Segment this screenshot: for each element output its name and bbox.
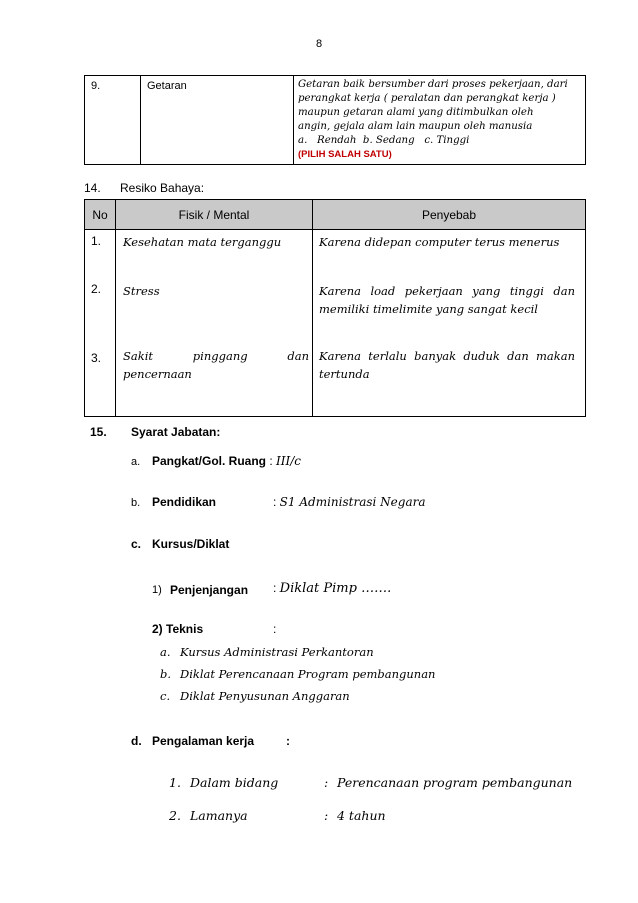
- risk-section-number: 14.: [84, 181, 101, 195]
- risk-fisik: Sakit pinggang dan pencernaan: [123, 349, 309, 381]
- risk-heading: [84, 181, 205, 195]
- req-c-sub1-sep: :: [273, 581, 280, 595]
- req-c-sub1-num: 1): [152, 584, 162, 596]
- table-row: [85, 76, 586, 165]
- req-b-letter: b.: [131, 497, 141, 509]
- hazard-line: Getaran baik bersumber dari proses pekerjaan, dari: [298, 79, 568, 90]
- req-c-letter: c.: [131, 537, 142, 551]
- risk-no: 1.: [91, 234, 102, 248]
- req-c-sub2-item: Diklat Perencanaan Program pembangunan: [180, 667, 436, 681]
- risk-penyebab-cell: [313, 230, 586, 417]
- req-c-label: Kursus/Diklat: [152, 537, 230, 551]
- req-c-sub2-item-letter: b.: [160, 667, 172, 681]
- req-c-sub2-item: Kursus Administrasi Perkantoran: [180, 645, 374, 659]
- risk-table: [84, 199, 586, 417]
- header-fisik: Fisik / Mental: [116, 200, 313, 230]
- req-c-sub2-label: 2) Teknis: [152, 622, 204, 636]
- risk-title: Resiko Bahaya:: [120, 181, 205, 195]
- req-d-sep: :: [286, 734, 290, 748]
- risk-penyebab: Karena didepan computer terus menerus: [319, 235, 560, 249]
- req-c-sub2-item-letter: a.: [160, 645, 171, 659]
- req-b-label: Pendidikan: [152, 495, 217, 509]
- hazard-options: a. Rendah b. Sedang c. Tinggi: [298, 135, 470, 146]
- req-c-sub1-value: Diklat Pimp …….: [279, 581, 392, 596]
- hazard-name: Getaran: [141, 76, 294, 165]
- req-b-value: S1 Administrasi Negara: [279, 495, 426, 509]
- risk-fisik-cell: [116, 230, 313, 417]
- table-header-row: [85, 200, 586, 230]
- risk-fisik: Stress: [123, 284, 160, 298]
- req-b: [273, 495, 425, 509]
- req-c-sub2-sep: :: [273, 622, 277, 636]
- req-d-item-value: 4 tahun: [337, 808, 386, 823]
- hazard-line: angin, gejala alam lain maupun oleh manusia: [298, 121, 533, 132]
- requirements-title: Syarat Jabatan:: [131, 425, 221, 439]
- risk-fisik: Kesehatan mata terganggu: [123, 235, 282, 249]
- req-a: [152, 454, 301, 468]
- req-a-sep: :: [266, 454, 277, 468]
- hazard-number: 9.: [85, 76, 141, 165]
- header-no: No: [85, 200, 116, 230]
- hazard-table: [84, 75, 586, 165]
- risk-no: 2.: [91, 282, 102, 296]
- req-d-item-sep: :: [324, 808, 329, 823]
- requirements-section-number: 15.: [90, 425, 107, 439]
- risk-penyebab: Karena terlalu banyak duduk dan makan tertunda: [319, 349, 575, 381]
- req-c-sub2-item-letter: c.: [160, 689, 171, 703]
- table-row: [85, 230, 586, 417]
- risk-no: 3.: [91, 351, 102, 365]
- req-c-sub2-item: Diklat Penyusunan Anggaran: [180, 689, 350, 703]
- req-c-sub1: [273, 581, 391, 596]
- risk-penyebab: Karena load pekerjaan yang tinggi dan memiliki timelimite yang sangat kecil: [319, 284, 575, 316]
- req-a-label: Pangkat/Gol. Ruang: [152, 454, 267, 468]
- req-a-letter: a.: [131, 456, 141, 468]
- req-d-item-value: Perencanaan program pembangunan: [337, 775, 573, 790]
- page-number: 8: [315, 38, 323, 50]
- req-d-item-sep: :: [324, 775, 329, 790]
- hazard-line: maupun getaran alami yang ditimbulkan oleh: [298, 107, 534, 118]
- req-d-label: Pengalaman kerja: [152, 734, 255, 748]
- hazard-line: perangkat kerja ( peralatan dan perangkat kerja ): [298, 93, 556, 104]
- req-d-item-label: Dalam bidang: [190, 775, 279, 790]
- hazard-description: [294, 76, 586, 165]
- req-d-item-num: 2.: [169, 808, 181, 823]
- risk-no-cell: [85, 230, 116, 417]
- req-c-sub1-label: Penjenjangan: [170, 583, 249, 597]
- req-d-item-label: Lamanya: [190, 808, 248, 823]
- req-b-sep: :: [273, 495, 280, 509]
- hazard-note: (PILIH SALAH SATU): [298, 149, 392, 160]
- req-d-item-num: 1.: [169, 775, 181, 790]
- req-a-value: III/c: [276, 454, 302, 468]
- req-d-letter: d.: [131, 734, 142, 748]
- header-penyebab: Penyebab: [313, 200, 586, 230]
